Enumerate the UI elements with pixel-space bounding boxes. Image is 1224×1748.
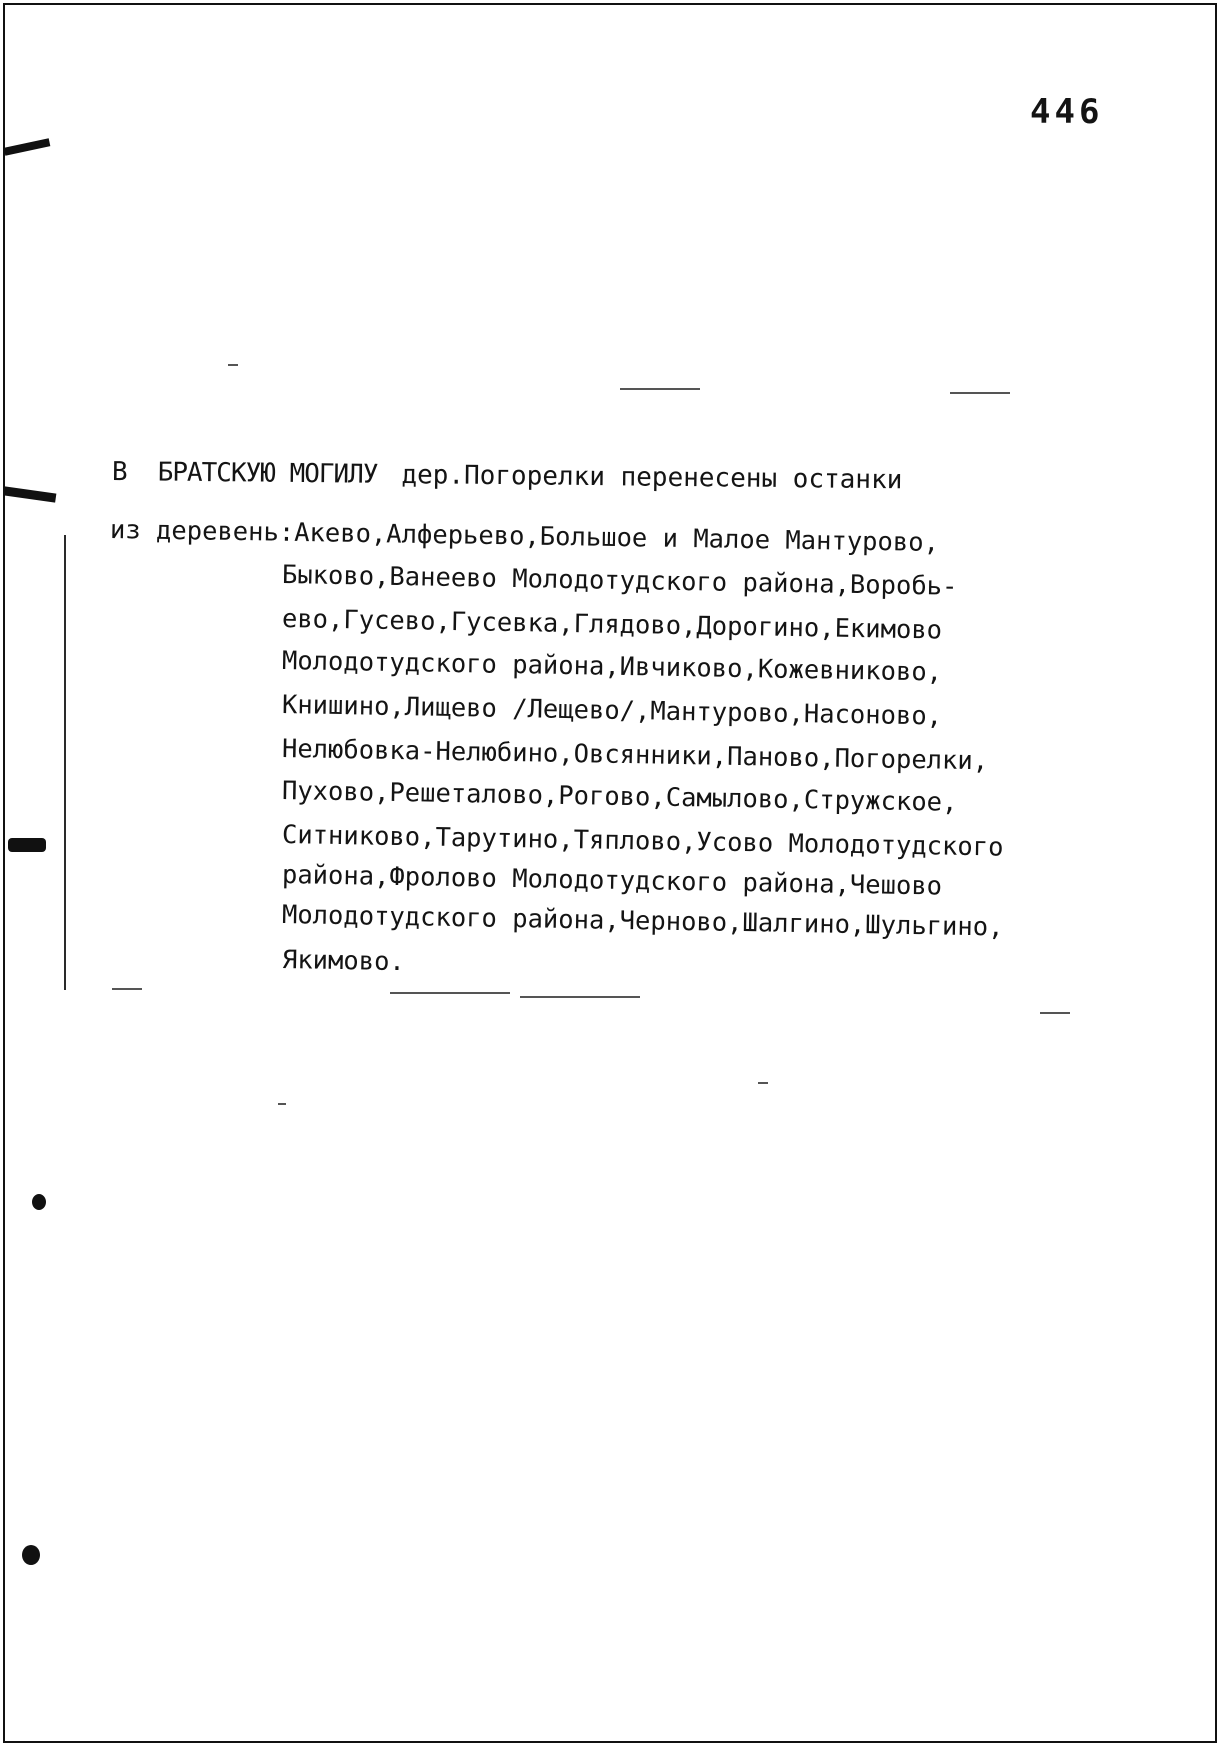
villages-line: Книшино,Лищево /Лещево/,Мантурово,Насоново, xyxy=(281,690,943,732)
scan-speck xyxy=(112,988,142,990)
scan-speck xyxy=(520,996,640,998)
scan-speck xyxy=(278,1103,286,1105)
heading-rest: дер.Погорелки перенесены останки xyxy=(401,460,903,496)
villages-line: Быково,Ванеево Молодотудского района,Воробь- xyxy=(281,560,958,602)
villages-line: района,Фролово Молодотудского района,Чешово xyxy=(281,860,943,902)
villages-line: ево,Гусево,Гусевка,Глядово,Дорогино,Екимово xyxy=(281,604,943,646)
villages-line: Молодотудского района,Ивчиково,Кожевниково, xyxy=(281,646,943,688)
scan-speck xyxy=(390,992,510,994)
villages-line: Якимово. xyxy=(281,945,406,978)
villages-line: Нелюбовка-Нелюбино,Овсянники,Паново,Погорелки, xyxy=(281,734,989,777)
binding-hole-2 xyxy=(22,1545,40,1565)
page-number: 446 xyxy=(1030,92,1104,132)
margin-rule xyxy=(64,535,66,990)
heading-lead-letter: В xyxy=(111,457,128,488)
scan-speck xyxy=(758,1082,768,1084)
villages-line: Молодотудского района,Черново,Шалгино,Шульгино, xyxy=(281,900,1004,943)
binding-hole-1 xyxy=(32,1194,46,1210)
scan-speck xyxy=(620,388,700,390)
villages-line: Пухово,Решеталово,Рогово,Самылово,Стружское, xyxy=(281,776,958,818)
intro-line: из деревень:Акево,Алферьево,Большое и Малое Мантурово, xyxy=(109,515,940,559)
villages-line: Ситниково,Тарутино,Тяплово,Усово Молодотудского xyxy=(281,820,1004,863)
scan-speck xyxy=(950,392,1010,394)
binding-mark-3 xyxy=(8,838,46,852)
heading-title: БРАТСКУЮ МОГИЛУ xyxy=(157,457,378,490)
scan-speck xyxy=(1040,1012,1070,1014)
scan-speck xyxy=(228,364,238,366)
